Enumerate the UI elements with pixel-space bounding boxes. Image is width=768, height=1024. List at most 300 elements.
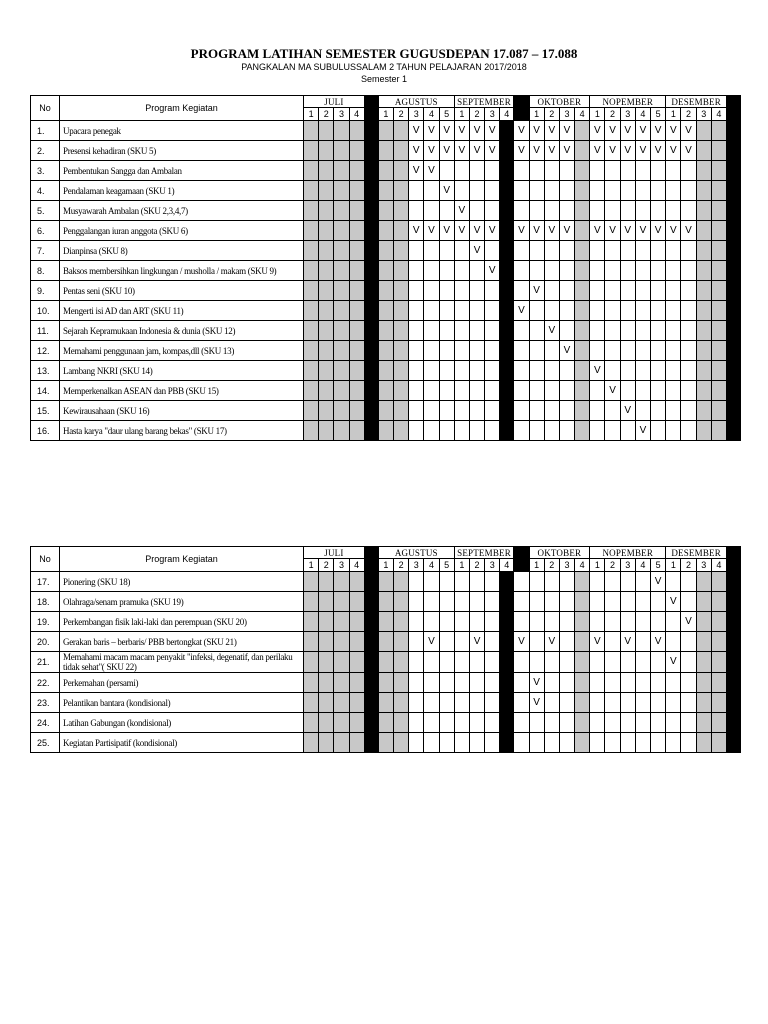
week-cell <box>334 612 349 632</box>
week-cell <box>666 161 681 181</box>
week-cell <box>378 141 393 161</box>
check-mark: V <box>409 121 424 141</box>
week-cell <box>696 693 711 713</box>
week-cell <box>439 241 454 261</box>
week-cell <box>605 321 620 341</box>
separator-cell <box>727 733 741 753</box>
check-mark: V <box>469 632 484 652</box>
week-cell <box>469 401 484 421</box>
week-cell <box>319 572 334 592</box>
check-mark: V <box>590 221 605 241</box>
week-cell <box>424 733 439 753</box>
week-cell <box>635 693 650 713</box>
week-cell <box>544 572 559 592</box>
week-cell <box>575 161 590 181</box>
separator-cell <box>500 341 514 361</box>
week-cell <box>544 592 559 612</box>
separator-cell <box>727 201 741 221</box>
week-cell <box>696 181 711 201</box>
check-mark: V <box>559 121 574 141</box>
week-cell <box>304 301 319 321</box>
week-cell <box>635 281 650 301</box>
separator-cell <box>364 401 378 421</box>
week-cell <box>696 713 711 733</box>
week-cell <box>711 121 726 141</box>
table-row <box>31 241 741 261</box>
week-cell <box>635 161 650 181</box>
week-cell <box>319 652 334 673</box>
week-cell <box>651 161 666 181</box>
row-number: 25. <box>31 733 60 753</box>
program-name: Pionering (SKU 18) <box>60 572 304 592</box>
month-header: SEPTEMBER <box>454 547 514 559</box>
week-number: 1 <box>666 108 681 121</box>
week-cell <box>319 401 334 421</box>
week-cell <box>514 201 529 221</box>
week-cell <box>393 321 408 341</box>
week-cell <box>559 261 574 281</box>
week-cell <box>559 592 574 612</box>
table-row <box>31 401 741 421</box>
week-cell <box>681 301 696 321</box>
month-header: AGUSTUS <box>378 547 454 559</box>
week-cell <box>349 652 364 673</box>
week-cell <box>393 592 408 612</box>
week-cell <box>349 141 364 161</box>
schedule-table-2 <box>30 546 741 753</box>
week-cell <box>635 341 650 361</box>
program-name: Mengerti isi AD dan ART (SKU 11) <box>60 301 304 321</box>
month-header: JULI <box>304 96 365 108</box>
table-row <box>31 421 741 441</box>
week-cell <box>409 652 424 673</box>
week-cell <box>605 612 620 632</box>
week-number: 2 <box>605 559 620 572</box>
month-header-row <box>31 96 741 108</box>
check-mark: V <box>605 121 620 141</box>
week-number: 4 <box>575 108 590 121</box>
week-cell <box>485 161 500 181</box>
check-mark: V <box>469 141 484 161</box>
week-cell <box>485 421 500 441</box>
week-cell <box>529 401 544 421</box>
week-cell <box>544 201 559 221</box>
check-mark: V <box>666 221 681 241</box>
week-cell <box>319 141 334 161</box>
separator-cell <box>500 161 514 181</box>
week-cell <box>590 673 605 693</box>
week-cell <box>454 401 469 421</box>
week-cell <box>393 693 408 713</box>
check-mark: V <box>651 572 666 592</box>
week-cell <box>605 241 620 261</box>
month-header-row <box>31 547 741 559</box>
week-number: 3 <box>559 559 574 572</box>
row-number: 9. <box>31 281 60 301</box>
separator-cell <box>500 693 514 713</box>
week-cell <box>424 401 439 421</box>
separator-cell <box>500 241 514 261</box>
week-cell <box>529 592 544 612</box>
week-cell <box>469 181 484 201</box>
week-cell <box>635 632 650 652</box>
week-cell <box>349 241 364 261</box>
table-row <box>31 321 741 341</box>
program-name: Pembentukan Sangga dan Ambalan <box>60 161 304 181</box>
separator-cell <box>500 632 514 652</box>
week-cell <box>349 281 364 301</box>
program-name: Pendalaman keagamaan (SKU 1) <box>60 181 304 201</box>
table-row <box>31 301 741 321</box>
week-cell <box>575 592 590 612</box>
separator-cell <box>364 301 378 321</box>
check-mark: V <box>409 141 424 161</box>
week-cell <box>409 201 424 221</box>
week-cell <box>620 241 635 261</box>
separator-cell <box>364 421 378 441</box>
separator-cell <box>727 361 741 381</box>
week-cell <box>378 241 393 261</box>
check-mark: V <box>681 612 696 632</box>
week-cell <box>424 612 439 632</box>
week-cell <box>605 181 620 201</box>
week-cell <box>454 733 469 753</box>
week-number: 1 <box>666 559 681 572</box>
row-number: 5. <box>31 201 60 221</box>
check-mark: V <box>529 121 544 141</box>
week-cell <box>334 321 349 341</box>
week-cell <box>605 361 620 381</box>
week-cell <box>696 401 711 421</box>
check-mark: V <box>469 221 484 241</box>
separator-cell <box>364 592 378 612</box>
table-row <box>31 281 741 301</box>
check-mark: V <box>635 121 650 141</box>
week-cell <box>334 381 349 401</box>
week-number: 3 <box>334 108 349 121</box>
week-cell <box>681 341 696 361</box>
week-cell <box>666 632 681 652</box>
week-cell <box>605 652 620 673</box>
week-cell <box>575 321 590 341</box>
week-cell <box>681 321 696 341</box>
week-cell <box>424 361 439 381</box>
week-cell <box>439 401 454 421</box>
week-cell <box>349 321 364 341</box>
week-cell <box>319 713 334 733</box>
check-mark: V <box>651 141 666 161</box>
row-number: 21. <box>31 652 60 673</box>
check-mark: V <box>529 693 544 713</box>
check-mark: V <box>529 281 544 301</box>
week-cell <box>514 181 529 201</box>
week-cell <box>575 201 590 221</box>
program-name: Penggalangan iuran anggota (SKU 6) <box>60 221 304 241</box>
week-cell <box>590 693 605 713</box>
week-cell <box>439 261 454 281</box>
separator-column <box>727 547 741 572</box>
week-cell <box>378 161 393 181</box>
week-cell <box>575 261 590 281</box>
week-cell <box>514 161 529 181</box>
col-header-program: Program Kegiatan <box>60 96 304 121</box>
check-mark: V <box>514 632 529 652</box>
week-cell <box>469 381 484 401</box>
week-cell <box>349 261 364 281</box>
page-subtitle: PANGKALAN MA SUBULUSSALAM 2 TAHUN PELAJARAN 2017/2018 <box>241 62 527 72</box>
week-cell <box>319 121 334 141</box>
week-cell <box>651 733 666 753</box>
check-mark: V <box>635 421 650 441</box>
week-cell <box>454 713 469 733</box>
week-cell <box>605 673 620 693</box>
week-cell <box>575 733 590 753</box>
week-cell <box>696 632 711 652</box>
week-cell <box>439 572 454 592</box>
check-mark: V <box>544 121 559 141</box>
week-cell <box>544 612 559 632</box>
week-cell <box>666 281 681 301</box>
program-name: Kegiatan Partisipatif (kondisional) <box>60 733 304 753</box>
week-cell <box>620 341 635 361</box>
week-cell <box>393 341 408 361</box>
week-cell <box>711 652 726 673</box>
week-cell <box>529 301 544 321</box>
week-cell <box>454 261 469 281</box>
week-number: 2 <box>469 108 484 121</box>
week-cell <box>651 361 666 381</box>
separator-cell <box>727 713 741 733</box>
col-header-no: No <box>31 547 60 572</box>
week-cell <box>529 632 544 652</box>
week-number: 3 <box>334 559 349 572</box>
week-cell <box>439 301 454 321</box>
row-number: 10. <box>31 301 60 321</box>
week-cell <box>409 241 424 261</box>
check-mark: V <box>651 221 666 241</box>
separator-cell <box>500 321 514 341</box>
check-mark: V <box>666 121 681 141</box>
week-cell <box>605 572 620 592</box>
week-cell <box>711 181 726 201</box>
week-cell <box>393 301 408 321</box>
week-cell <box>304 401 319 421</box>
week-cell <box>681 361 696 381</box>
row-number: 3. <box>31 161 60 181</box>
row-number: 11. <box>31 321 60 341</box>
week-cell <box>424 321 439 341</box>
separator-cell <box>364 612 378 632</box>
separator-cell <box>364 261 378 281</box>
week-cell <box>651 401 666 421</box>
week-cell <box>681 281 696 301</box>
week-cell <box>424 281 439 301</box>
table-row <box>31 161 741 181</box>
check-mark: V <box>559 141 574 161</box>
week-number: 1 <box>378 559 393 572</box>
week-cell <box>544 381 559 401</box>
week-cell <box>424 301 439 321</box>
check-mark: V <box>485 221 500 241</box>
check-mark: V <box>454 221 469 241</box>
week-cell <box>409 261 424 281</box>
week-cell <box>620 181 635 201</box>
week-cell <box>334 673 349 693</box>
week-number: 5 <box>651 559 666 572</box>
row-number: 17. <box>31 572 60 592</box>
check-mark: V <box>469 241 484 261</box>
week-cell <box>424 652 439 673</box>
week-cell <box>439 652 454 673</box>
week-cell <box>409 713 424 733</box>
week-cell <box>681 201 696 221</box>
week-cell <box>666 201 681 221</box>
week-cell <box>485 673 500 693</box>
week-cell <box>711 301 726 321</box>
week-cell <box>711 261 726 281</box>
week-cell <box>454 381 469 401</box>
week-cell <box>319 201 334 221</box>
week-cell <box>304 421 319 441</box>
separator-cell <box>364 652 378 673</box>
week-cell <box>635 321 650 341</box>
week-cell <box>439 341 454 361</box>
week-cell <box>304 381 319 401</box>
week-cell <box>469 713 484 733</box>
separator-cell <box>364 381 378 401</box>
month-header: AGUSTUS <box>378 96 454 108</box>
week-cell <box>439 381 454 401</box>
week-cell <box>590 612 605 632</box>
week-cell <box>544 652 559 673</box>
week-cell <box>666 612 681 632</box>
week-cell <box>439 673 454 693</box>
week-cell <box>620 281 635 301</box>
week-cell <box>590 733 605 753</box>
week-cell <box>424 341 439 361</box>
week-cell <box>469 301 484 321</box>
week-cell <box>620 321 635 341</box>
week-cell <box>559 612 574 632</box>
week-cell <box>575 301 590 321</box>
week-number: 3 <box>559 108 574 121</box>
separator-cell <box>500 201 514 221</box>
week-cell <box>605 733 620 753</box>
check-mark: V <box>635 221 650 241</box>
week-cell <box>575 241 590 261</box>
week-cell <box>334 733 349 753</box>
week-cell <box>393 201 408 221</box>
week-cell <box>439 321 454 341</box>
week-cell <box>349 592 364 612</box>
week-cell <box>378 281 393 301</box>
week-cell <box>529 321 544 341</box>
check-mark: V <box>651 121 666 141</box>
week-cell <box>605 693 620 713</box>
check-mark: V <box>666 141 681 161</box>
week-number: 1 <box>529 559 544 572</box>
week-number: 2 <box>319 108 334 121</box>
week-cell <box>559 181 574 201</box>
week-cell <box>666 361 681 381</box>
separator-cell <box>364 181 378 201</box>
week-cell <box>681 181 696 201</box>
week-cell <box>319 341 334 361</box>
week-cell <box>349 161 364 181</box>
week-cell <box>620 381 635 401</box>
week-cell <box>635 612 650 632</box>
week-cell <box>378 673 393 693</box>
week-cell <box>469 261 484 281</box>
week-cell <box>349 733 364 753</box>
week-cell <box>304 221 319 241</box>
week-cell <box>378 592 393 612</box>
week-cell <box>696 612 711 632</box>
week-cell <box>559 201 574 221</box>
table-row <box>31 632 741 652</box>
week-cell <box>319 693 334 713</box>
week-cell <box>559 733 574 753</box>
week-cell <box>620 261 635 281</box>
week-cell <box>454 572 469 592</box>
week-cell <box>393 281 408 301</box>
week-cell <box>409 421 424 441</box>
week-cell <box>485 612 500 632</box>
table-row <box>31 141 741 161</box>
week-cell <box>529 572 544 592</box>
week-cell <box>620 201 635 221</box>
week-cell <box>559 673 574 693</box>
week-number: 3 <box>620 559 635 572</box>
week-cell <box>439 592 454 612</box>
week-cell <box>393 612 408 632</box>
week-cell <box>439 632 454 652</box>
week-cell <box>696 592 711 612</box>
week-cell <box>485 201 500 221</box>
week-cell <box>469 201 484 221</box>
check-mark: V <box>439 141 454 161</box>
week-cell <box>681 381 696 401</box>
week-cell <box>620 592 635 612</box>
week-cell <box>651 612 666 632</box>
week-cell <box>559 301 574 321</box>
week-number: 4 <box>635 108 650 121</box>
check-mark: V <box>590 141 605 161</box>
separator-cell <box>727 341 741 361</box>
week-cell <box>651 301 666 321</box>
separator-cell <box>364 572 378 592</box>
week-cell <box>681 421 696 441</box>
separator-cell <box>364 673 378 693</box>
week-cell <box>378 693 393 713</box>
week-cell <box>666 713 681 733</box>
week-cell <box>514 612 529 632</box>
check-mark: V <box>590 361 605 381</box>
week-cell <box>711 421 726 441</box>
week-number: 3 <box>485 108 500 121</box>
week-cell <box>485 733 500 753</box>
week-cell <box>635 201 650 221</box>
week-cell <box>711 592 726 612</box>
week-cell <box>514 341 529 361</box>
week-cell <box>681 733 696 753</box>
week-cell <box>651 592 666 612</box>
semester-label: Semester 1 <box>360 74 408 84</box>
week-cell <box>605 592 620 612</box>
row-number: 12. <box>31 341 60 361</box>
table-row <box>31 201 741 221</box>
check-mark: V <box>454 141 469 161</box>
